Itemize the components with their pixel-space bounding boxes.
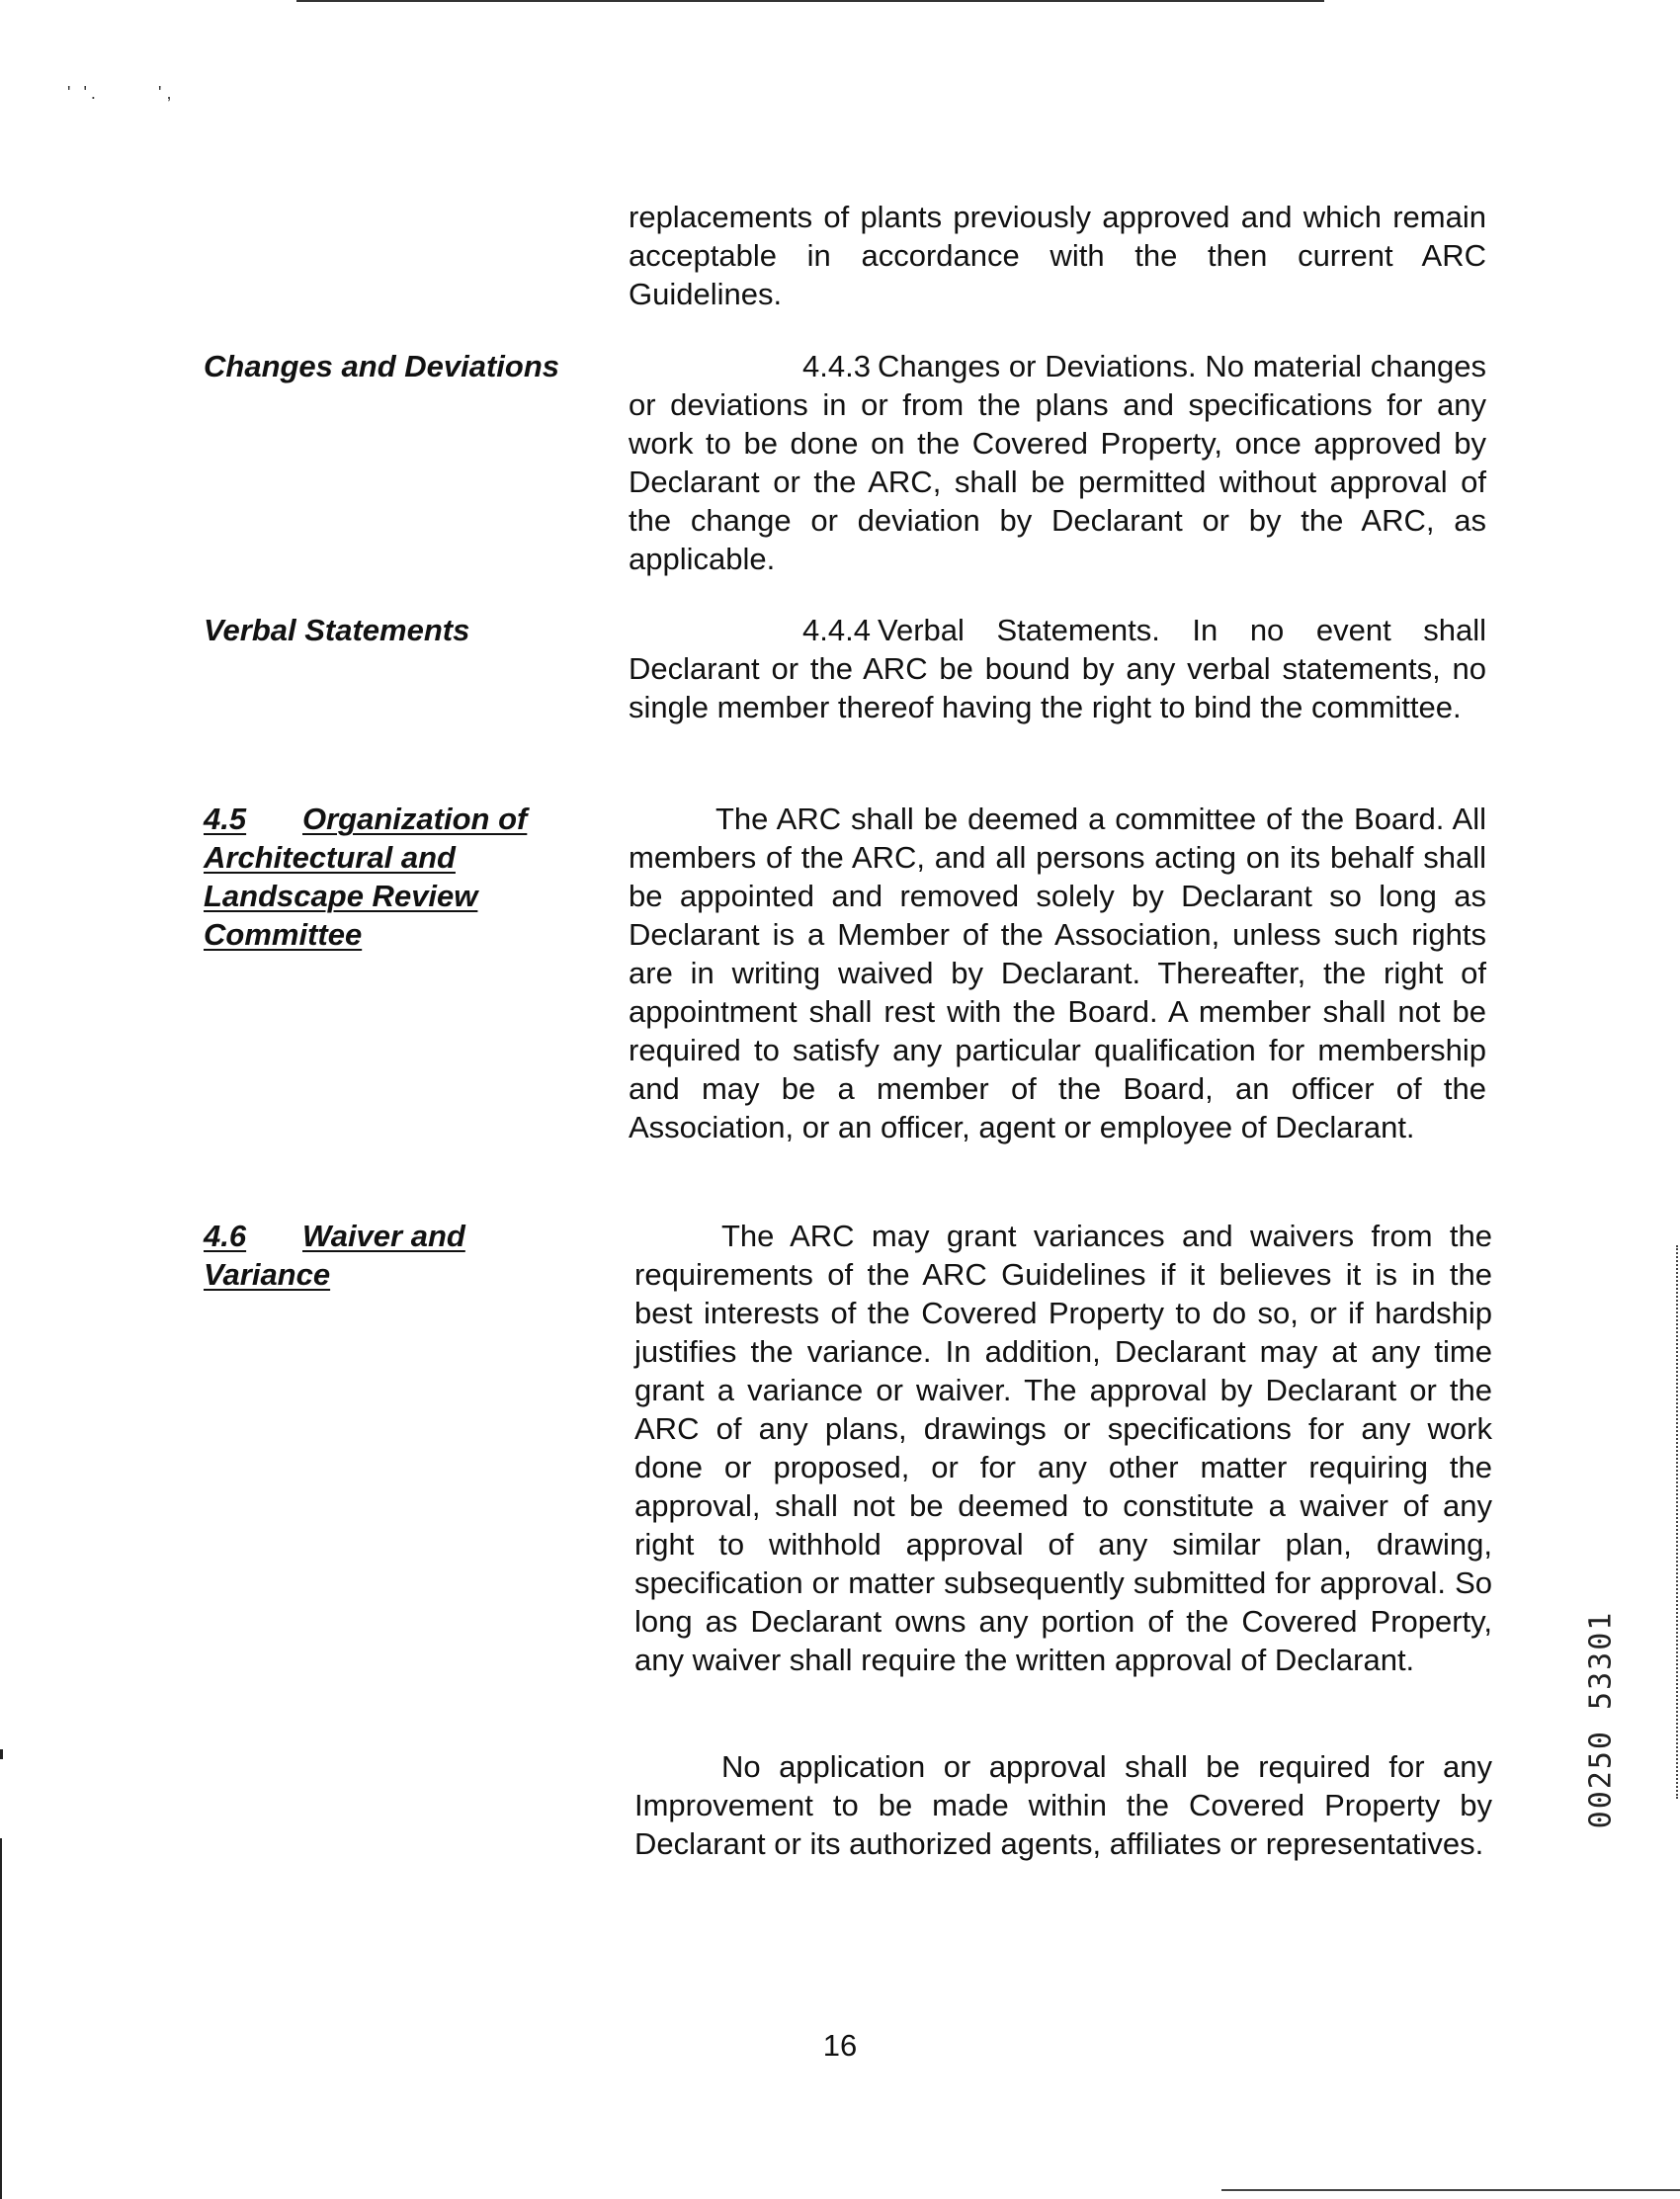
organization-heading-line3: Landscape Review — [204, 879, 478, 913]
changes-side-heading: Changes and Deviations — [204, 349, 560, 383]
organization-side-heading — [204, 800, 579, 954]
intro-paragraph: replacements of plants previously approved and which remain acceptable in accordance with the then current ARC Guidelines. — [629, 200, 1486, 311]
organization-heading-line2: Architectural and — [204, 840, 456, 875]
verbal-text: Verbal Statements. In no event shall Declarant or the ARC be bound by any verbal statements, no single member thereof having the right to bind the committee. — [629, 613, 1486, 724]
waiver-paragraph: The ARC may grant variances and waivers from the requirements of the ARC Guidelines if it believes it is in the best interests of the Covered Property to do so, or if hardship justifies the variance. In addition, Declarant may at any time grant a variance or waiver. The approval by Declarant or the ARC of any plans, drawings or specifications for any work done or proposed, or for any other matter requiring the approval, shall not be deemed to constitute a waiver of any right to withhold approval of any similar plan, drawing, specification or matter subsequently submitted for approval. So long as Declarant owns any portion of the Covered Property, any waiver shall require the written approval of Declarant. — [634, 1219, 1492, 1677]
verbal-section-number: 4.4.4 — [802, 613, 871, 647]
organization-heading-line1: Organization of — [302, 802, 528, 836]
waiver-side-heading — [204, 1217, 579, 1294]
scan-right-edge — [1676, 1245, 1680, 1799]
waiver-heading-line1: Waiver and — [302, 1219, 465, 1253]
organization-paragraph: The ARC shall be deemed a committee of the Board. All members of the ARC, and all persons acting on its behalf shall be appointed and removed solely by Declarant so long as Declarant is a Member of the Association, unless such rights are in writing waived by Declarant. Thereafter, the right of appointment shall rest with the Board. A member shall not be required to satisfy any particular qualification for membership and may be a member of the Board, an officer of the Association, or an officer, agent or employee of Declarant. — [629, 802, 1486, 1144]
scan-left-edge — [0, 1838, 2, 2199]
changes-paragraph — [629, 347, 1486, 578]
changes-text: Changes or Deviations. No material changes or deviations in or from the plans and specifications for any work to be done on the Covered Property, once approved by Declarant or the ARC, shall be permitted without approval of the change or deviation by Declarant or by the ARC, as applicable. — [629, 349, 1486, 576]
scan-top-rule — [296, 0, 1324, 2]
organization-section-number: 4.5 — [204, 802, 247, 836]
scan-specks-left: ' '. — [67, 83, 100, 103]
bates-number: 00250 53301 — [1583, 1610, 1619, 1829]
scan-bottom-rule — [1221, 2189, 1680, 2191]
verbal-paragraph — [629, 611, 1486, 726]
waiver-heading-line2: Variance — [204, 1257, 331, 1292]
waiver-section-number: 4.6 — [204, 1219, 247, 1253]
scan-specks-right: ' , — [158, 83, 172, 103]
bates-stamp — [1581, 1581, 1621, 1858]
waiver-paragraph-2: No application or approval shall be required for any Improvement to be made within the Covered Property by Declarant or its authorized agents, affiliates or representatives. — [634, 1749, 1492, 1861]
changes-section-number: 4.4.3 — [802, 349, 871, 383]
scan-left-dash — [0, 1749, 3, 1759]
organization-heading-line4: Committee — [204, 917, 363, 952]
page-number: 16 — [822, 2028, 858, 2063]
verbal-side-heading: Verbal Statements — [204, 613, 470, 647]
